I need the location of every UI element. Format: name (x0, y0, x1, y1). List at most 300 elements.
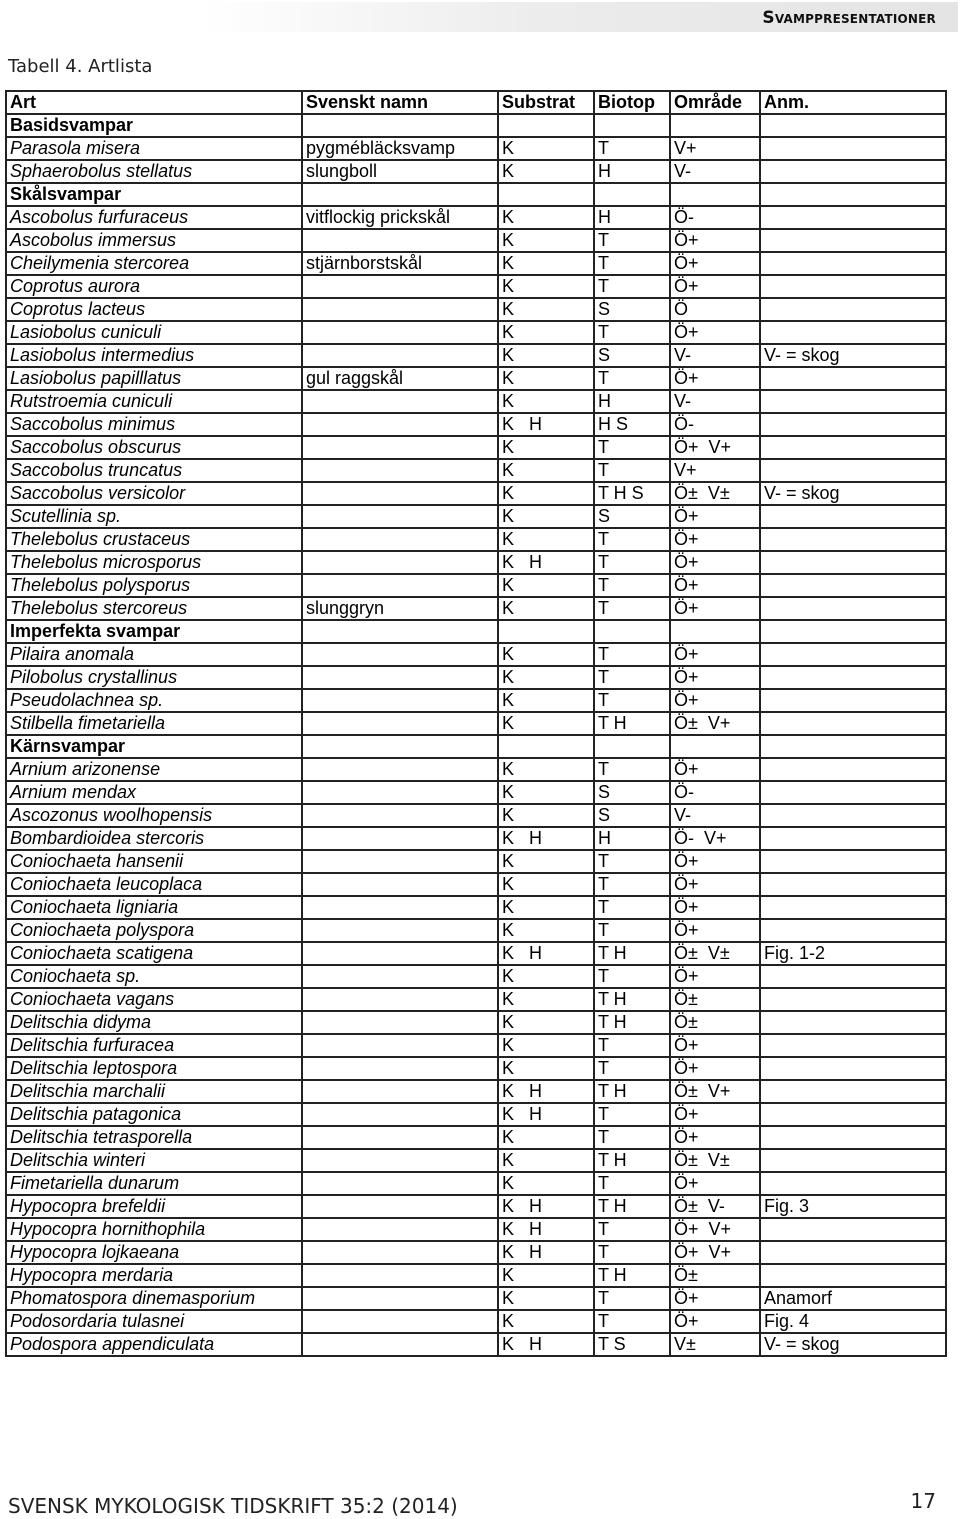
cell-substrat: K (498, 505, 594, 528)
cell-substrat: K (498, 781, 594, 804)
empty-cell (760, 735, 946, 758)
cell-omrade: Ö+ (670, 1057, 760, 1080)
cell-substrat: K (498, 873, 594, 896)
cell-biotop: T (594, 1126, 670, 1149)
cell-art: Arnium mendax (6, 781, 302, 804)
cell-art: Scutellinia sp. (6, 505, 302, 528)
cell-art: Coprotus aurora (6, 275, 302, 298)
cell-anm (760, 574, 946, 597)
cell-substrat: K (498, 988, 594, 1011)
cell-omrade: Ö+ (670, 643, 760, 666)
cell-svenskt-namn (302, 1126, 498, 1149)
cell-biotop: S (594, 298, 670, 321)
table-row (6, 436, 946, 459)
table-row (6, 390, 946, 413)
cell-biotop: T H (594, 712, 670, 735)
empty-cell (302, 183, 498, 206)
cell-svenskt-namn (302, 1287, 498, 1310)
cell-biotop: T (594, 229, 670, 252)
cell-art: Lasiobolus intermedius (6, 344, 302, 367)
table-row (6, 1103, 946, 1126)
cell-substrat: K H (498, 1103, 594, 1126)
species-table (5, 90, 947, 1357)
cell-anm (760, 712, 946, 735)
cell-biotop: T (594, 1057, 670, 1080)
cell-svenskt-namn (302, 459, 498, 482)
cell-anm (760, 1241, 946, 1264)
cell-substrat: K H (498, 827, 594, 850)
cell-biotop: T (594, 597, 670, 620)
cell-anm (760, 1080, 946, 1103)
cell-anm (760, 275, 946, 298)
cell-biotop: T (594, 1172, 670, 1195)
cell-biotop: T H (594, 1011, 670, 1034)
table-row (6, 459, 946, 482)
table-row (6, 689, 946, 712)
cell-substrat: K H (498, 1241, 594, 1264)
cell-anm (760, 321, 946, 344)
cell-art: Lasiobolus papilllatus (6, 367, 302, 390)
table-row (6, 344, 946, 367)
cell-biotop: T (594, 896, 670, 919)
cell-art: Pseudolachnea sp. (6, 689, 302, 712)
cell-anm: V- = skog (760, 1333, 946, 1356)
cell-biotop: T (594, 1310, 670, 1333)
cell-art: Delitschia leptospora (6, 1057, 302, 1080)
cell-art: Sphaerobolus stellatus (6, 160, 302, 183)
column-header-svenskt-namn: Svenskt namn (302, 91, 498, 114)
cell-art: Delitschia didyma (6, 1011, 302, 1034)
cell-biotop: T (594, 528, 670, 551)
cell-anm (760, 1172, 946, 1195)
cell-biotop: T H (594, 942, 670, 965)
cell-svenskt-namn: slunggryn (302, 597, 498, 620)
cell-substrat: K (498, 1011, 594, 1034)
cell-art: Delitschia tetrasporella (6, 1126, 302, 1149)
cell-substrat: K (498, 1264, 594, 1287)
cell-omrade: Ö± V- (670, 1195, 760, 1218)
cell-anm (760, 758, 946, 781)
cell-omrade: V- (670, 390, 760, 413)
cell-omrade: Ö± V+ (670, 1080, 760, 1103)
table-row (6, 1333, 946, 1356)
cell-anm (760, 528, 946, 551)
table-row (6, 1218, 946, 1241)
cell-svenskt-namn (302, 1333, 498, 1356)
cell-art: Thelebolus crustaceus (6, 528, 302, 551)
cell-svenskt-namn (302, 781, 498, 804)
cell-biotop: T H (594, 1264, 670, 1287)
cell-substrat: K (498, 643, 594, 666)
section-title: Svamppresentationer (762, 8, 936, 28)
cell-svenskt-namn (302, 1310, 498, 1333)
cell-substrat: K (498, 275, 594, 298)
cell-svenskt-namn (302, 712, 498, 735)
cell-art: Delitschia marchalii (6, 1080, 302, 1103)
table-row (6, 137, 946, 160)
cell-art: Bombardioidea stercoris (6, 827, 302, 850)
cell-anm (760, 1126, 946, 1149)
cell-substrat: K (498, 1172, 594, 1195)
cell-biotop: T (594, 459, 670, 482)
group-label: Imperfekta svampar (6, 620, 302, 643)
group-row (6, 114, 946, 137)
cell-svenskt-namn (302, 275, 498, 298)
cell-omrade: Ö+ (670, 896, 760, 919)
cell-biotop: T (594, 1241, 670, 1264)
table-header-row (6, 91, 946, 114)
cell-omrade: Ö± (670, 1264, 760, 1287)
cell-art: Thelebolus polysporus (6, 574, 302, 597)
cell-omrade: Ö+ (670, 574, 760, 597)
cell-art: Hypocopra merdaria (6, 1264, 302, 1287)
table-row (6, 896, 946, 919)
table-row (6, 574, 946, 597)
cell-biotop: S (594, 505, 670, 528)
cell-omrade: Ö+ (670, 1172, 760, 1195)
cell-biotop: T H (594, 1080, 670, 1103)
cell-anm (760, 505, 946, 528)
cell-svenskt-namn (302, 528, 498, 551)
table-row (6, 229, 946, 252)
cell-svenskt-namn (302, 344, 498, 367)
cell-svenskt-namn (302, 643, 498, 666)
cell-biotop: S (594, 804, 670, 827)
table-row (6, 252, 946, 275)
cell-anm (760, 436, 946, 459)
empty-cell (760, 183, 946, 206)
cell-biotop: T (594, 919, 670, 942)
cell-anm (760, 413, 946, 436)
empty-cell (594, 620, 670, 643)
table-row (6, 1195, 946, 1218)
column-header-biotop: Biotop (594, 91, 670, 114)
empty-cell (498, 114, 594, 137)
cell-substrat: K (498, 1310, 594, 1333)
cell-biotop: T (594, 965, 670, 988)
cell-anm: V- = skog (760, 344, 946, 367)
cell-svenskt-namn (302, 321, 498, 344)
group-label: Basidsvampar (6, 114, 302, 137)
cell-svenskt-namn: gul raggskål (302, 367, 498, 390)
table-row (6, 597, 946, 620)
cell-substrat: K (498, 689, 594, 712)
cell-art: Delitschia furfuracea (6, 1034, 302, 1057)
cell-omrade: Ö+ (670, 367, 760, 390)
table-row (6, 1057, 946, 1080)
cell-omrade: Ö+ (670, 1126, 760, 1149)
table-row (6, 1011, 946, 1034)
table-row (6, 528, 946, 551)
cell-svenskt-namn (302, 436, 498, 459)
cell-svenskt-namn (302, 298, 498, 321)
cell-art: Coprotus lacteus (6, 298, 302, 321)
column-header-art: Art (6, 91, 302, 114)
table-row (6, 804, 946, 827)
cell-omrade: Ö+ (670, 850, 760, 873)
cell-biotop: T (594, 689, 670, 712)
cell-svenskt-namn: slungboll (302, 160, 498, 183)
cell-anm (760, 597, 946, 620)
empty-cell (302, 114, 498, 137)
table-row (6, 1310, 946, 1333)
cell-anm (760, 666, 946, 689)
group-row (6, 735, 946, 758)
group-row (6, 183, 946, 206)
cell-svenskt-namn (302, 1172, 498, 1195)
cell-anm (760, 1264, 946, 1287)
cell-svenskt-namn (302, 1057, 498, 1080)
cell-omrade: Ö (670, 298, 760, 321)
column-header-anm: Anm. (760, 91, 946, 114)
table-row (6, 367, 946, 390)
cell-biotop: T (594, 137, 670, 160)
cell-art: Hypocopra brefeldii (6, 1195, 302, 1218)
cell-omrade: Ö+ (670, 252, 760, 275)
cell-anm: Anamorf (760, 1287, 946, 1310)
cell-substrat: K (498, 459, 594, 482)
cell-omrade: Ö+ V+ (670, 436, 760, 459)
cell-biotop: T (594, 275, 670, 298)
cell-omrade: Ö+ (670, 1287, 760, 1310)
cell-art: Podospora appendiculata (6, 1333, 302, 1356)
table-row (6, 781, 946, 804)
cell-anm (760, 965, 946, 988)
cell-omrade: Ö± V± (670, 942, 760, 965)
cell-substrat: K H (498, 1195, 594, 1218)
cell-omrade: V- (670, 344, 760, 367)
cell-anm (760, 1218, 946, 1241)
cell-anm (760, 206, 946, 229)
cell-art: Pilobolus crystallinus (6, 666, 302, 689)
cell-substrat: K (498, 896, 594, 919)
cell-omrade: V± (670, 1333, 760, 1356)
cell-omrade: Ö- (670, 413, 760, 436)
cell-svenskt-namn (302, 804, 498, 827)
cell-art: Fimetariella dunarum (6, 1172, 302, 1195)
empty-cell (760, 620, 946, 643)
table-row (6, 1034, 946, 1057)
cell-anm (760, 919, 946, 942)
cell-anm: V- = skog (760, 482, 946, 505)
cell-svenskt-namn: pygmébläcksvamp (302, 137, 498, 160)
cell-art: Arnium arizonense (6, 758, 302, 781)
cell-art: Coniochaeta hansenii (6, 850, 302, 873)
cell-anm (760, 781, 946, 804)
column-header-substrat: Substrat (498, 91, 594, 114)
cell-substrat: K (498, 850, 594, 873)
cell-biotop: S (594, 781, 670, 804)
cell-omrade: Ö- (670, 206, 760, 229)
cell-anm: Fig. 1-2 (760, 942, 946, 965)
cell-anm (760, 643, 946, 666)
cell-biotop: T H (594, 1195, 670, 1218)
table-row (6, 1172, 946, 1195)
table-row (6, 758, 946, 781)
cell-biotop: T (594, 367, 670, 390)
table-row (6, 298, 946, 321)
table-row (6, 827, 946, 850)
cell-art: Podosordaria tulasnei (6, 1310, 302, 1333)
cell-substrat: K (498, 919, 594, 942)
table-row (6, 942, 946, 965)
empty-cell (498, 183, 594, 206)
cell-svenskt-namn (302, 229, 498, 252)
cell-svenskt-namn: stjärnborstskål (302, 252, 498, 275)
cell-anm (760, 873, 946, 896)
cell-art: Stilbella fimetariella (6, 712, 302, 735)
cell-omrade: Ö+ (670, 666, 760, 689)
table-row (6, 551, 946, 574)
cell-omrade: Ö+ (670, 758, 760, 781)
cell-substrat: K (498, 528, 594, 551)
cell-omrade: Ö± (670, 988, 760, 1011)
table-row (6, 1241, 946, 1264)
empty-cell (670, 620, 760, 643)
cell-substrat: K (498, 206, 594, 229)
cell-svenskt-namn (302, 850, 498, 873)
cell-substrat: K (498, 160, 594, 183)
cell-biotop: T H (594, 988, 670, 1011)
cell-biotop: H (594, 827, 670, 850)
cell-biotop: T (594, 1287, 670, 1310)
cell-anm (760, 1011, 946, 1034)
cell-svenskt-namn (302, 827, 498, 850)
column-header-omrade: Område (670, 91, 760, 114)
cell-svenskt-namn (302, 1034, 498, 1057)
cell-art: Hypocopra hornithophila (6, 1218, 302, 1241)
cell-svenskt-namn (302, 413, 498, 436)
cell-biotop: T (594, 1103, 670, 1126)
table-row (6, 413, 946, 436)
cell-substrat: K (498, 597, 594, 620)
empty-cell (302, 620, 498, 643)
cell-omrade: Ö+ (670, 689, 760, 712)
cell-svenskt-namn (302, 1103, 498, 1126)
cell-omrade: Ö± V± (670, 482, 760, 505)
cell-omrade: Ö+ (670, 919, 760, 942)
cell-anm (760, 850, 946, 873)
cell-omrade: Ö+ (670, 321, 760, 344)
empty-cell (594, 735, 670, 758)
cell-substrat: K (498, 137, 594, 160)
cell-anm (760, 896, 946, 919)
cell-svenskt-namn (302, 942, 498, 965)
cell-art: Delitschia patagonica (6, 1103, 302, 1126)
cell-omrade: Ö- V+ (670, 827, 760, 850)
cell-biotop: T (594, 758, 670, 781)
cell-biotop: H (594, 390, 670, 413)
table-row (6, 1080, 946, 1103)
cell-omrade: Ö+ (670, 528, 760, 551)
cell-omrade: Ö± V± (670, 1149, 760, 1172)
table-row (6, 160, 946, 183)
cell-anm (760, 804, 946, 827)
cell-biotop: T (594, 574, 670, 597)
cell-art: Cheilymenia stercorea (6, 252, 302, 275)
empty-cell (498, 620, 594, 643)
cell-biotop: H S (594, 413, 670, 436)
cell-art: Saccobolus versicolor (6, 482, 302, 505)
empty-cell (670, 735, 760, 758)
table-row (6, 988, 946, 1011)
table-body (6, 114, 946, 1356)
cell-biotop: T (594, 436, 670, 459)
cell-art: Coniochaeta sp. (6, 965, 302, 988)
cell-anm (760, 1149, 946, 1172)
table-row (6, 873, 946, 896)
table-row (6, 1264, 946, 1287)
cell-substrat: K (498, 367, 594, 390)
table-row (6, 965, 946, 988)
table-row (6, 850, 946, 873)
cell-art: Delitschia winteri (6, 1149, 302, 1172)
cell-substrat: K H (498, 1218, 594, 1241)
cell-substrat: K (498, 1057, 594, 1080)
cell-anm: Fig. 4 (760, 1310, 946, 1333)
cell-biotop: T S (594, 1333, 670, 1356)
cell-substrat: K H (498, 942, 594, 965)
cell-omrade: Ö+ (670, 505, 760, 528)
table-row (6, 505, 946, 528)
group-row (6, 620, 946, 643)
cell-svenskt-namn (302, 988, 498, 1011)
header-band (200, 2, 958, 32)
cell-svenskt-namn (302, 1080, 498, 1103)
cell-biotop: T (594, 1034, 670, 1057)
cell-omrade: Ö+ (670, 873, 760, 896)
table-row (6, 1126, 946, 1149)
cell-art: Hypocopra lojkaeana (6, 1241, 302, 1264)
group-label: Skålsvampar (6, 183, 302, 206)
cell-svenskt-namn (302, 390, 498, 413)
cell-anm (760, 827, 946, 850)
cell-biotop: T (594, 252, 670, 275)
cell-svenskt-namn (302, 1011, 498, 1034)
cell-substrat: K H (498, 413, 594, 436)
cell-substrat: K H (498, 1080, 594, 1103)
table-row (6, 643, 946, 666)
cell-anm (760, 137, 946, 160)
cell-substrat: K (498, 804, 594, 827)
cell-art: Ascozonus woolhopensis (6, 804, 302, 827)
cell-omrade: Ö± (670, 1011, 760, 1034)
cell-anm: Fig. 3 (760, 1195, 946, 1218)
cell-omrade: V- (670, 804, 760, 827)
cell-biotop: T (594, 873, 670, 896)
empty-cell (498, 735, 594, 758)
cell-svenskt-namn (302, 919, 498, 942)
empty-cell (670, 114, 760, 137)
cell-art: Coniochaeta leucoplaca (6, 873, 302, 896)
empty-cell (670, 183, 760, 206)
cell-substrat: K (498, 574, 594, 597)
cell-art: Coniochaeta polyspora (6, 919, 302, 942)
footer-journal: SVENSK MYKOLOGISK TIDSKRIFT 35:2 (2014) (8, 1494, 458, 1518)
cell-substrat: K (498, 1287, 594, 1310)
cell-anm (760, 689, 946, 712)
cell-biotop: H (594, 206, 670, 229)
empty-cell (594, 114, 670, 137)
cell-art: Parasola misera (6, 137, 302, 160)
cell-anm (760, 551, 946, 574)
cell-omrade: Ö+ (670, 597, 760, 620)
cell-substrat: K (498, 482, 594, 505)
cell-substrat: K (498, 666, 594, 689)
cell-svenskt-namn (302, 896, 498, 919)
group-label: Kärnsvampar (6, 735, 302, 758)
cell-svenskt-namn (302, 482, 498, 505)
